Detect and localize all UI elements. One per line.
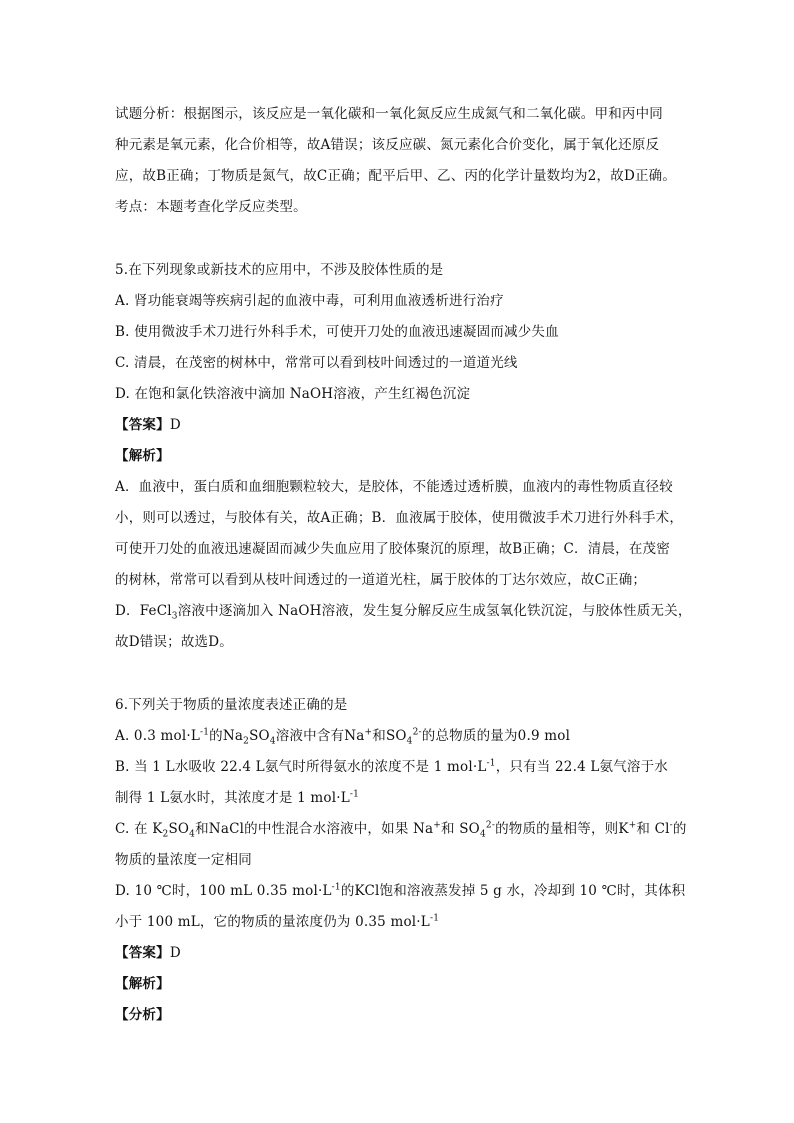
question-6-stem: 6.下列关于物质的量浓度表述正确的是 [115, 697, 348, 713]
analysis-line-2: 种元素是氧元素，化合价相等，故A错误；该反应碳、氮元素化合价变化，属于氧化还原反 [115, 137, 660, 153]
question-6-fenxi-label: 【分析】 [115, 1007, 170, 1023]
answer-label: 【答案】 [115, 417, 170, 433]
question-6-option-b-line-2: 制得 1 L氨水时，其浓度才是 1 $mol\cdot L^{-1}$ [115, 789, 360, 806]
question-6-jiexi-label: 【解析】 [115, 976, 170, 992]
analysis-line-1: 试题分析：根据图示，该反应是一氧化碳和一氧化氮反应生成氮气和二氧化碳。甲和丙中同 [115, 106, 663, 122]
question-5-option-b: B. 使用微波手术刀进行外科手术，可使开刀处的血液迅速凝固而减少失血 [115, 324, 559, 340]
question-5-option-a: A. 肾功能衰竭等疾病引起的血液中毒，可利用血液透析进行治疗 [115, 293, 504, 309]
answer-value: D [169, 945, 181, 961]
question-6-option-c-line-1: C. 在 $K_2SO_4$和NaCl的中性混合水溶液中，如果 Na+和 $SO_4^{2-}$的物质的量相等，则K+和 Cl-的 [115, 820, 687, 840]
question-5-stem: 5.在下列现象或新技术的应用中，不涉及胶体性质的是 [115, 262, 444, 278]
question-6-option-b-line-1: B. 当 1 L水吸收 22.4 L氨气时所得氨水的浓度不是 1 $mol\cdot L^{-1}$，只有当 22.4 L氨气溶于水 [115, 758, 669, 775]
question-5-option-d: D. 在饱和氯化铁溶液中滴加 NaOH溶液，产生红褐色沉淀 [115, 386, 471, 402]
question-5-explain-4: 的树林，常常可以看到从枝叶间透过的一道道光柱，属于胶体的丁达尔效应，故C正确； [115, 572, 647, 588]
question-5-explain-6: 故D错误；故选D。 [115, 634, 233, 650]
question-5-explain-3: 可使开刀处的血液迅速凝固而减少失血应用了胶体聚沉的原理，故B正确；C．清晨，在茂密 [115, 541, 670, 557]
question-6-option-c-line-2: 物质的量浓度一定相同 [115, 852, 252, 868]
question-6-option-a: A. 0.3 $mol\cdot L^{-1}$的$Na_2SO_4$溶液中含有Na+和$SO_4^{2-}$的总物质的量为0.9 mol [115, 727, 571, 747]
analysis-line-3: 应，故B正确；丁物质是氮气，故C正确；配平后甲、乙、丙的化学计量数均为2，故D正确。 [115, 168, 677, 184]
question-5-explain-5: D．FeCl$_3$溶液中逐滴加入 NaOH溶液，发生复分解反应生成氢氧化铁沉淀，与胶体性质无关， [115, 603, 692, 622]
answer-label: 【答案】 [115, 945, 170, 961]
question-6-answer [115, 943, 181, 963]
question-6-option-d-line-1: D. 10 ℃时，100 mL 0.35 $mol\cdot L^{-1}$的KCl饱和溶液蒸发掉 5 g 水，冷却到 10 ℃时，其体积 [115, 882, 686, 899]
question-5-explain-2: 小，则可以透过，与胶体有关，故A正确；B．血液属于胶体，使用微波手术刀进行外科手术， [115, 510, 684, 526]
question-5-explain-1: A．血液中，蛋白质和血细胞颗粒较大，是胶体，不能透过透析膜，血液内的毒性物质直径较 [115, 479, 673, 495]
question-5-answer [115, 415, 181, 435]
question-6-option-d-line-2: 小于 100 mL，它的物质的量浓度仍为 0.35 $mol\cdot L^{-1}$ [115, 913, 440, 930]
kaodian-line: 考点：本题考查化学反应类型。 [115, 199, 307, 215]
answer-value: D [169, 417, 181, 433]
question-5-jiexi-label: 【解析】 [115, 448, 170, 464]
question-5-option-c: C. 清晨，在茂密的树林中，常常可以看到枝叶间透过的一道道光线 [115, 355, 518, 371]
